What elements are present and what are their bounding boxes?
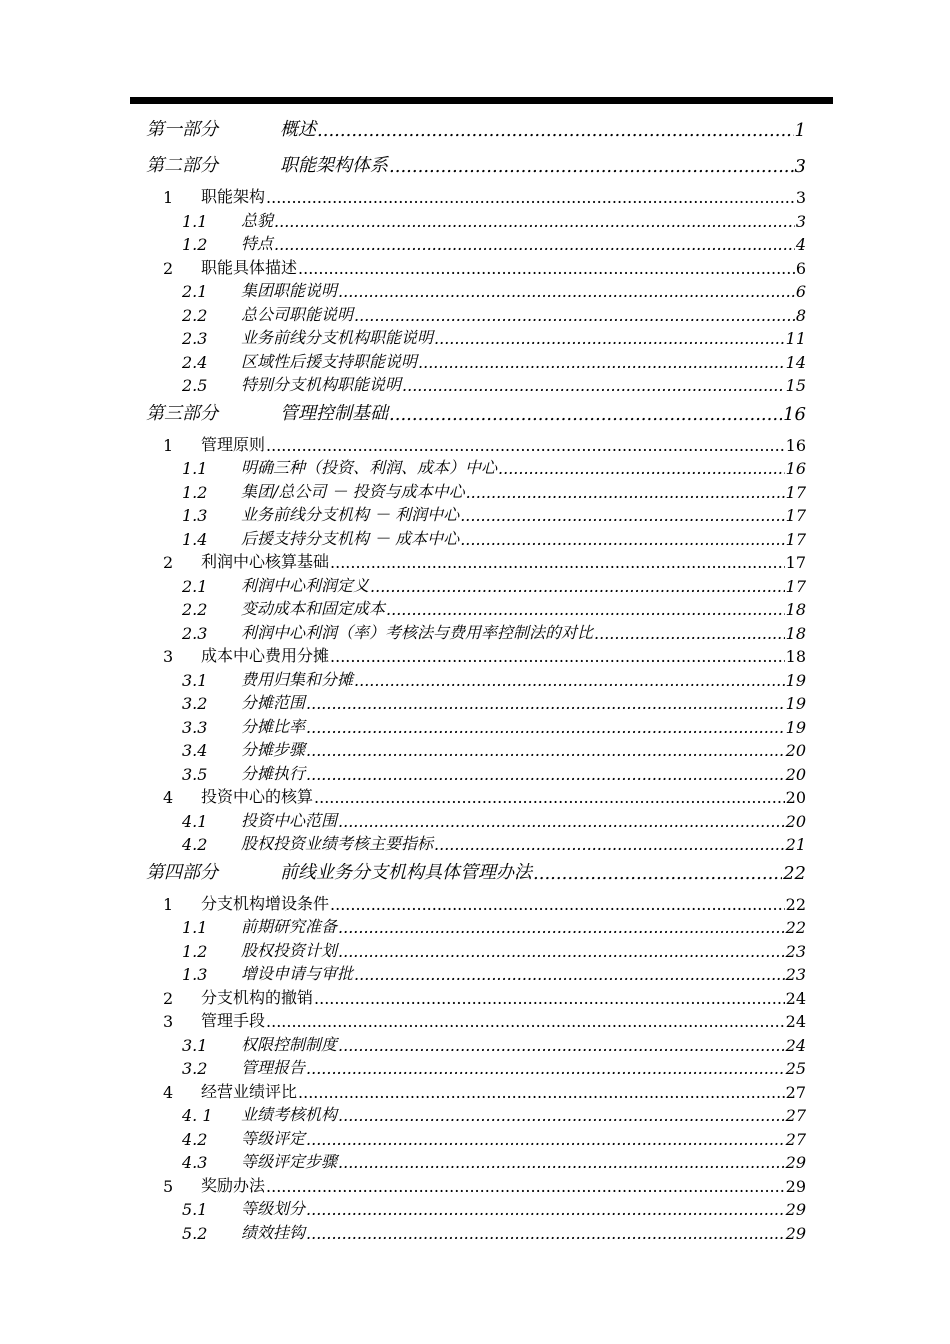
toc-entry[interactable] [182,501,806,525]
toc-entry-number: 3.1 [182,1035,208,1055]
toc-entry[interactable] [182,572,806,596]
toc-entry-number: 4.2 [182,835,208,854]
toc-entry-number: 3.1 [182,670,208,690]
toc-entry-title: 费用归集和分摊 [241,669,354,689]
toc-entry-number: 1 [163,188,174,207]
toc-entry[interactable] [146,860,806,884]
toc-entry-page: 29 [785,1176,806,1196]
toc-entry-number: 2.2 [182,600,208,619]
toc-entry-title: 集团/总公司 － 投资与成本中心 [241,481,465,501]
toc-entry-number: 第四部分 [146,861,218,883]
toc-entry-number: 2.3 [182,329,208,348]
dot-leader [330,553,785,572]
dot-leader [306,1130,785,1149]
toc-entry-page: 4 [795,235,806,254]
toc-entry[interactable] [146,153,806,177]
toc-entry-page: 18 [785,647,806,666]
toc-entry[interactable] [182,277,806,301]
toc-entry-page: 19 [785,694,806,713]
toc-entry-page: 17 [785,553,806,572]
toc-entry-page: 20 [785,811,806,831]
toc-entry-title: 股权投资计划 [241,940,338,960]
dot-leader [338,918,785,937]
toc-entry[interactable] [182,937,806,961]
toc-entry-number: 3 [163,1012,174,1031]
toc-entry-title: 分摊步骤 [241,740,306,759]
dot-leader [306,1200,785,1219]
dot-leader [266,1177,785,1196]
toc-entry-page: 24 [785,988,806,1008]
dot-leader [266,188,795,207]
toc-entry-page: 6 [795,282,806,301]
toc-entry-title: 管理手段 [201,1011,266,1030]
toc-entry-title: 特点 [241,234,274,253]
toc-entry-number: 4.2 [182,1129,208,1149]
toc-entry-number: 5 [163,1176,174,1196]
toc-entry-title: 股权投资业绩考核主要指标 [241,834,434,853]
toc-entry[interactable] [182,525,806,549]
toc-entry[interactable] [182,1148,806,1172]
toc-entry-number: 1.2 [182,482,208,502]
toc-entry-title: 投资中心的核算 [201,787,314,806]
dot-leader [418,353,785,372]
dot-leader [338,1036,785,1055]
dot-leader [338,812,785,831]
toc-entry-number: 4. 1 [182,1106,213,1125]
toc-entry-title: 奖励办法 [201,1175,266,1195]
toc-entry-number: 第一部分 [146,119,218,140]
dot-leader [338,1153,785,1172]
toc-entry-page: 21 [785,835,806,854]
toc-entry-page: 1 [794,120,806,141]
toc-entry[interactable] [163,1172,806,1196]
toc-entry[interactable] [182,1031,806,1055]
toc-entry-page: 24 [785,1012,806,1031]
dot-leader [306,765,785,784]
toc-entry-page: 16 [785,459,806,478]
toc-entry-number: 1.3 [182,965,208,984]
dot-leader [434,835,785,854]
toc-entry-page: 23 [785,941,806,961]
toc-entry-title: 总貌 [241,210,274,230]
dot-leader [338,282,795,301]
toc-entry-title: 区域性后援支持职能说明 [241,351,418,371]
toc-entry-number: 2.2 [182,305,208,325]
toc-entry[interactable] [182,301,806,325]
toc-entry-page: 24 [785,1035,806,1055]
toc-entry-title: 利润中心核算基础 [201,552,330,571]
toc-entry[interactable] [182,960,806,984]
toc-entry-title: 经营业绩评比 [201,1081,298,1101]
toc-entry-title: 变动成本和固定成本 [241,599,386,618]
toc-entry-page: 8 [795,305,806,325]
toc-entry-number: 3.2 [182,694,208,713]
toc-entry-page: 16 [783,403,806,425]
toc-entry-title: 绩效挂钩 [241,1222,306,1242]
toc-entry-title: 利润中心利润定义 [241,575,370,595]
toc-entry-number: 1.1 [182,918,208,937]
toc-entry-number: 4.3 [182,1153,208,1172]
dot-leader [386,600,785,619]
toc-entry[interactable] [182,207,806,231]
toc-entry-number: 3.2 [182,1059,208,1078]
toc-entry-title: 概述 [280,119,316,140]
toc-entry[interactable] [163,642,806,666]
toc-entry-number: 1.2 [182,235,208,254]
toc-entry-number: 第三部分 [146,402,218,424]
toc-entry-page: 14 [785,352,806,372]
toc-entry-title: 投资中心范围 [241,810,338,830]
dot-leader [306,694,785,713]
dot-leader [298,259,795,278]
toc-entry[interactable] [182,807,806,831]
dot-leader [306,718,785,737]
toc-entry-page: 22 [783,862,806,884]
dot-leader [466,483,785,502]
toc-entry-page: 29 [785,1223,806,1243]
dot-leader [389,156,794,177]
toc-entry-title: 成本中心费用分摊 [201,646,330,665]
dot-leader [314,989,785,1008]
toc-entry-number: 1.4 [182,529,208,549]
toc-entry-number: 1.1 [182,211,208,231]
toc-entry-title: 业务前线分支机构职能说明 [241,328,434,347]
toc-entry-title: 总公司职能说明 [241,304,354,324]
toc-entry[interactable] [182,830,806,854]
toc-entry-title: 前期研究准备 [241,917,338,936]
toc-entry-page: 27 [785,1082,806,1102]
toc-entry-number: 5.2 [182,1223,208,1243]
toc-entry[interactable] [182,324,806,348]
toc-entry-title: 集团职能说明 [241,281,338,300]
toc-entry-title: 管理控制基础 [280,402,388,424]
toc-entry-title: 分摊范围 [241,693,306,712]
toc-entry-title: 分支机构增设条件 [201,893,330,913]
toc-entry-page: 18 [785,623,806,643]
dot-leader [306,1059,785,1078]
dot-leader [354,671,785,690]
dot-leader [306,741,785,760]
toc-entry-number: 2.4 [182,352,208,372]
dot-leader [460,530,784,549]
toc-entry-title: 业绩考核机构 [241,1105,338,1124]
dot-leader [594,624,785,643]
toc-entry-number: 2 [163,988,174,1008]
toc-entry-page: 20 [785,741,806,760]
toc-entry-number: 2 [163,258,174,278]
toc-entry-number: 2.1 [182,282,208,301]
dot-leader [306,1224,785,1243]
toc-entry-title: 增设申请与审批 [241,964,354,983]
toc-entry[interactable] [182,348,806,372]
toc-entry[interactable] [182,230,806,254]
toc-entry[interactable] [182,689,806,713]
toc-entry-number: 1.2 [182,941,208,961]
dot-leader [370,577,785,596]
dot-leader [274,212,795,231]
toc-entry[interactable] [182,760,806,784]
toc-entry-number: 3.3 [182,717,208,737]
dot-leader [298,1083,785,1102]
toc-entry-number: 5.1 [182,1200,208,1219]
toc-entry[interactable] [163,548,806,572]
toc-entry[interactable] [182,371,806,395]
toc-entry[interactable] [182,1219,806,1243]
dot-leader [460,506,784,525]
toc-entry[interactable] [182,1125,806,1149]
toc-entry-number: 1.1 [182,459,208,478]
toc-entry[interactable] [163,783,806,807]
toc-entry-number: 1.3 [182,506,208,525]
toc-entry-title: 等级评定 [241,1128,306,1148]
toc-entry-page: 25 [785,1059,806,1078]
toc-entry[interactable] [182,713,806,737]
dot-leader [266,436,785,455]
toc-entry-title: 后援支持分支机构 － 成本中心 [241,528,460,548]
toc-entry[interactable] [182,1101,806,1125]
dot-leader [338,942,785,961]
toc-entry-title: 前线业务分支机构具体管理办法 [280,861,532,883]
dot-leader [434,329,785,348]
toc-entry-page: 17 [785,529,806,549]
toc-entry-page: 27 [785,1129,806,1149]
toc-entry-page: 29 [785,1200,806,1219]
dot-leader [330,647,785,666]
dot-leader [354,965,785,984]
toc-entry-number: 4 [163,1082,174,1102]
toc-entry-number: 2.1 [182,576,208,596]
toc-entry-page: 11 [785,329,806,348]
toc-entry[interactable] [182,454,806,478]
dot-leader [314,788,785,807]
toc-entry-page: 20 [785,788,806,807]
toc-entry-number: 4 [163,788,174,807]
toc-entry-number: 2 [163,553,174,572]
toc-entry-number: 3.5 [182,764,208,784]
toc-entry-page: 20 [785,764,806,784]
toc-entry-number: 3.4 [182,741,208,760]
toc-entry-page: 17 [785,482,806,502]
toc-entry-page: 23 [785,965,806,984]
dot-leader [338,1106,785,1125]
toc-entry-number: 第二部分 [146,155,218,176]
toc-entry-page: 27 [785,1106,806,1125]
toc-entry[interactable] [182,913,806,937]
toc-entry-title: 等级划分 [241,1199,306,1218]
toc-entry[interactable] [163,1078,806,1102]
toc-entry-number: 1 [163,435,174,455]
toc-entry-page: 3 [795,211,806,231]
toc-entry[interactable] [163,254,806,278]
dot-leader [274,235,795,254]
toc-entry-page: 3 [795,188,806,207]
toc-entry-title: 职能架构 [201,187,266,206]
toc-entry-title: 分摊比率 [241,716,306,736]
toc-entry-number: 2.3 [182,623,208,643]
dot-leader [498,459,785,478]
toc-entry[interactable] [182,666,806,690]
toc-entry-title: 利润中心利润（率）考核法与费用率控制法的对比 [241,622,594,642]
dot-leader [266,1012,785,1031]
toc-entry-title: 管理报告 [241,1058,306,1077]
toc-entry-page: 18 [785,600,806,619]
toc-entry-title: 分摊执行 [241,763,306,783]
toc-entry-title: 明确三种（投资、利润、成本）中心 [241,458,498,477]
toc-entry[interactable] [163,431,806,455]
toc-entry[interactable] [163,984,806,1008]
dot-leader [533,863,782,884]
toc-entry-title: 分支机构的撤销 [201,987,314,1007]
toc-entry-title: 职能具体描述 [201,257,298,277]
toc-entry-number: 4.1 [182,811,208,831]
toc-entry-page: 22 [785,918,806,937]
toc-entry-page: 22 [785,894,806,914]
toc-entry-page: 19 [785,670,806,690]
toc-entry-title: 业务前线分支机构 － 利润中心 [241,505,460,524]
dot-leader [354,306,795,325]
toc-entry-title: 等级评定步骤 [241,1152,338,1171]
toc-entry-page: 3 [794,156,806,177]
dot-leader [317,120,794,141]
dot-leader [330,895,785,914]
toc-entry[interactable] [146,117,806,141]
toc-entry[interactable] [182,619,806,643]
toc-entry-title: 特别分支机构职能说明 [241,375,402,394]
toc-entry[interactable] [182,1054,806,1078]
toc-entry-page: 15 [785,376,806,395]
toc-entry-title: 权限控制制度 [241,1034,338,1054]
toc-entry[interactable] [146,401,806,425]
toc-entry[interactable] [182,478,806,502]
toc-entry-page: 17 [785,576,806,596]
header-rule [130,97,833,104]
toc-entry-page: 6 [795,258,806,278]
toc-entry[interactable] [163,1007,806,1031]
toc-entry-page: 19 [785,717,806,737]
toc-entry[interactable] [163,890,806,914]
toc-entry-page: 16 [785,435,806,455]
dot-leader [402,376,785,395]
toc-entry[interactable] [182,595,806,619]
toc-entry-number: 2.5 [182,376,208,395]
toc-entry-number: 3 [163,647,174,666]
toc-entry-page: 29 [785,1153,806,1172]
toc-entry[interactable] [163,183,806,207]
toc-entry[interactable] [182,1195,806,1219]
toc-entry[interactable] [182,736,806,760]
toc-entry-page: 17 [785,506,806,525]
toc-entry-title: 管理原则 [201,434,266,454]
toc-entry-title: 职能架构体系 [280,155,388,176]
toc-entry-number: 1 [163,894,174,914]
dot-leader [389,404,782,425]
